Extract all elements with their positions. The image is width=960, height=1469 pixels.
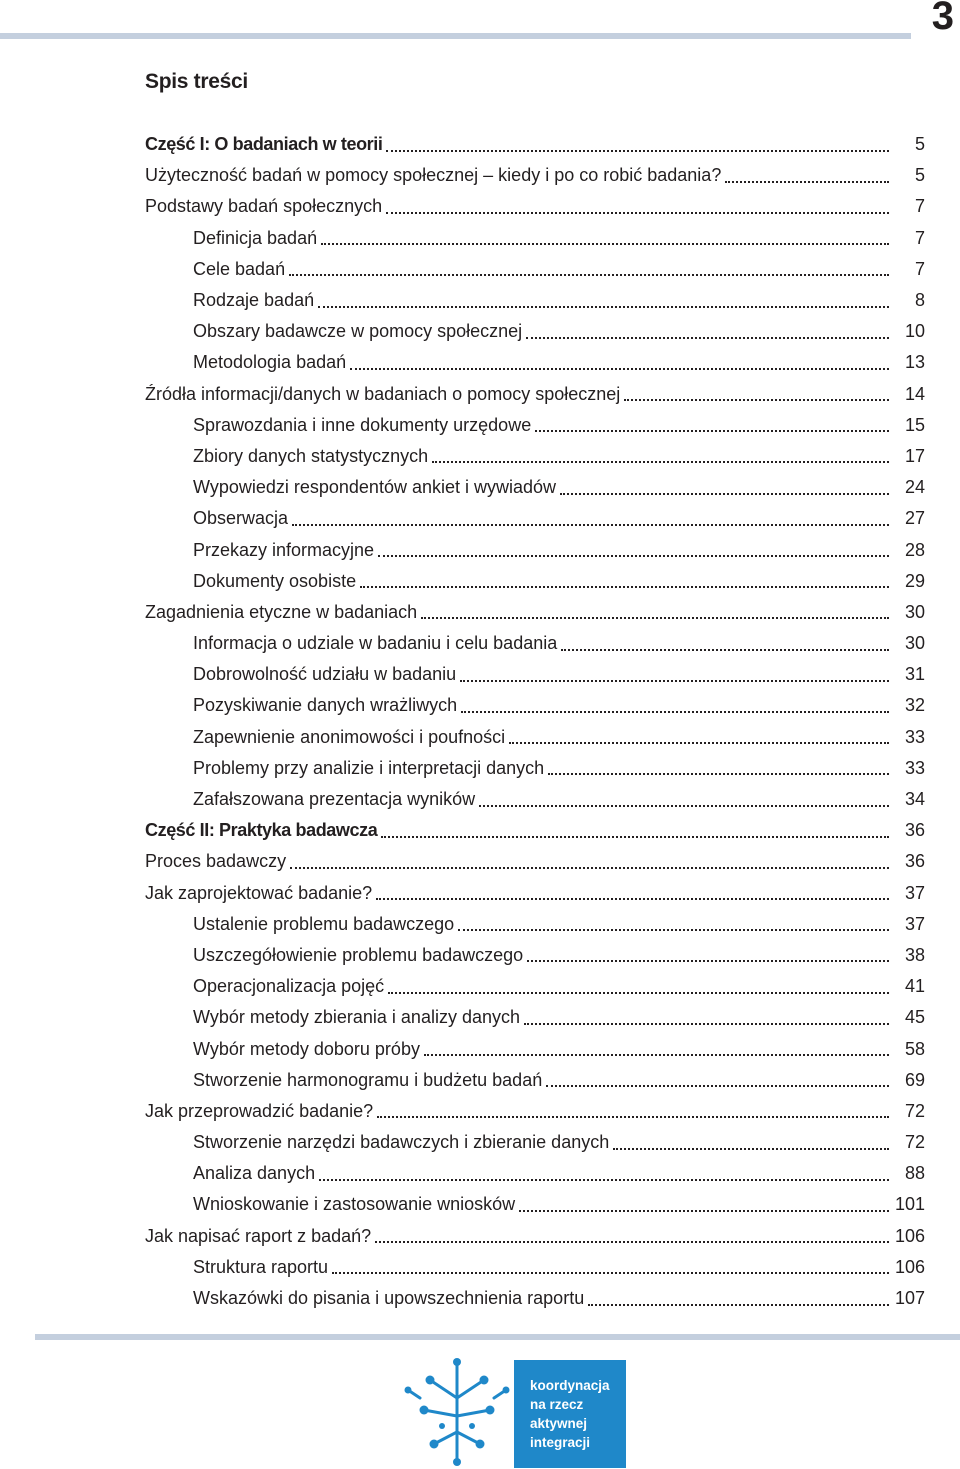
toc-entry-label: Obszary badawcze w pomocy społecznej (193, 321, 523, 342)
toc-entry-page: 17 (904, 445, 925, 466)
toc-entry-page: 106 (894, 1256, 925, 1277)
toc-entry[interactable] (193, 1127, 925, 1158)
dot-leader (535, 430, 889, 432)
dot-leader (378, 555, 889, 557)
toc-entry-label: Wypowiedzi respondentów ankiet i wywiadów (193, 477, 557, 498)
dot-leader (479, 805, 889, 807)
toc-entry-label: Użyteczność badań w pomocy społecznej – kiedy i po co robić badania? (145, 165, 722, 186)
toc-entry-page: 13 (904, 352, 925, 373)
logo-text-line: koordynacja (530, 1378, 610, 1393)
toc-entry-label: Cele badań (193, 258, 286, 279)
toc-entry-page: 58 (904, 1038, 925, 1059)
toc-entry-label: Operacjonalizacja pojęć (193, 976, 385, 997)
toc-entry-label: Analiza danych (193, 1163, 316, 1184)
top-rule (0, 33, 911, 39)
dot-leader (560, 493, 889, 495)
toc-entry[interactable] (193, 410, 925, 441)
toc-entry-page: 107 (894, 1288, 925, 1309)
toc-entry[interactable] (145, 815, 925, 846)
toc-entry-label: Wnioskowanie i zastosowanie wniosków (193, 1194, 516, 1215)
toc-entry[interactable] (145, 846, 925, 877)
dot-leader (290, 867, 889, 869)
toc-entry-label: Część II: Praktyka badawcza (145, 820, 378, 841)
toc-entry[interactable] (193, 1283, 925, 1314)
dot-leader (321, 243, 889, 245)
toc-entry[interactable] (193, 472, 925, 503)
toc-entry-page: 69 (904, 1069, 925, 1090)
dot-leader (725, 181, 889, 183)
toc-entry-label: Zafałszowana prezentacja wyników (193, 789, 476, 810)
toc-entry-page: 15 (904, 414, 925, 435)
toc-entry-page: 7 (914, 227, 925, 248)
toc-entry-page: 29 (904, 570, 925, 591)
toc-entry-page: 36 (904, 851, 925, 872)
toc-entry-page: 101 (894, 1194, 925, 1215)
dot-leader (424, 1054, 889, 1056)
toc-entry-page: 7 (914, 258, 925, 279)
dot-leader (546, 1085, 889, 1087)
toc-entry-page: 45 (904, 1007, 925, 1028)
toc-entry[interactable] (193, 722, 925, 753)
toc-entry[interactable] (193, 940, 925, 971)
toc-entry-page: 36 (904, 820, 925, 841)
logo-tree-icon (398, 1358, 516, 1466)
toc-entry[interactable] (193, 1189, 925, 1220)
toc-entry-label: Zapewnienie anonimowości i poufności (193, 726, 506, 747)
toc-entry[interactable] (193, 285, 925, 316)
toc-entry[interactable] (193, 223, 925, 254)
logo-text-line: aktywnej (530, 1416, 588, 1431)
toc-entry-label: Metodologia badań (193, 352, 347, 373)
toc-entry[interactable] (145, 1096, 925, 1127)
toc-entry[interactable] (193, 503, 925, 534)
toc-entry-page: 10 (904, 321, 925, 342)
toc-entry[interactable] (145, 160, 925, 191)
dot-leader (432, 461, 889, 463)
toc-entry-page: 27 (904, 508, 925, 529)
toc-entry-label: Uszczegółowienie problemu badawczego (193, 944, 524, 965)
toc-entry-label: Wybór metody doboru próby (193, 1038, 420, 1059)
toc-entry[interactable] (193, 1252, 925, 1283)
toc-entry[interactable] (193, 1158, 925, 1189)
toc-entry[interactable] (193, 690, 925, 721)
toc-entry[interactable] (193, 753, 925, 784)
dot-leader (360, 586, 889, 588)
dot-leader (318, 306, 889, 308)
toc-entry-label: Obserwacja (193, 508, 289, 529)
dot-leader (332, 1272, 889, 1274)
toc-entry[interactable] (145, 878, 925, 909)
toc-entry-label: Ustalenie problemu badawczego (193, 913, 455, 934)
toc-entry[interactable] (193, 254, 925, 285)
logo-box (514, 1360, 626, 1468)
toc-entry[interactable] (145, 1221, 925, 1252)
toc-entry-page: 28 (904, 539, 925, 560)
toc-entry-page: 33 (904, 757, 925, 778)
toc-entry-label: Źródła informacji/danych w badaniach o pomocy społecznej (145, 383, 621, 404)
toc-entry-page: 24 (904, 477, 925, 498)
toc-entry[interactable] (193, 659, 925, 690)
toc-entry[interactable] (193, 1065, 925, 1096)
dot-leader (319, 1179, 889, 1181)
toc-entry[interactable] (193, 784, 925, 815)
toc-entry-label: Struktura raportu (193, 1256, 329, 1277)
toc-entry-page: 106 (894, 1225, 925, 1246)
toc-entry-page: 31 (904, 664, 925, 685)
toc-entry-label: Jak zaprojektować badanie? (145, 882, 373, 903)
toc-entry[interactable] (193, 566, 925, 597)
toc-entry[interactable] (193, 347, 925, 378)
toc-entry[interactable] (193, 441, 925, 472)
toc-entry[interactable] (145, 379, 925, 410)
bottom-rule (35, 1334, 960, 1340)
toc-entry-label: Dokumenty osobiste (193, 570, 357, 591)
toc-entry-label: Proces badawczy (145, 851, 287, 872)
dot-leader (561, 649, 889, 651)
toc-entry-page: 32 (904, 695, 925, 716)
toc-entry-page: 38 (904, 944, 925, 965)
dot-leader (460, 680, 889, 682)
toc-entry-label: Stworzenie narzędzi badawczych i zbieranie danych (193, 1132, 610, 1153)
toc-entry-label: Przekazy informacyjne (193, 539, 375, 560)
dot-leader (377, 1116, 889, 1118)
toc-entry[interactable] (145, 191, 925, 222)
toc-entry-page: 5 (914, 165, 925, 186)
toc-entry-label: Informacja o udziale w badaniu i celu badania (193, 633, 558, 654)
toc-entry-page: 8 (914, 290, 925, 311)
toc-entry-label: Sprawozdania i inne dokumenty urzędowe (193, 414, 532, 435)
toc-entry-page: 37 (904, 913, 925, 934)
toc-entry[interactable] (145, 597, 925, 628)
toc-entry-label: Problemy przy analizie i interpretacji danych (193, 757, 545, 778)
toc-entry-page: 30 (904, 633, 925, 654)
toc-entry-label: Wskazówki do pisania i upowszechnienia raportu (193, 1288, 585, 1309)
dot-leader (509, 742, 889, 744)
table-of-contents (0, 129, 960, 1314)
toc-entry-label: Jak napisać raport z badań? (145, 1225, 372, 1246)
dot-leader (376, 898, 889, 900)
dot-leader (613, 1148, 889, 1150)
dot-leader (388, 992, 889, 994)
toc-entry[interactable] (145, 129, 925, 160)
toc-entry-page: 72 (904, 1132, 925, 1153)
dot-leader (386, 212, 889, 214)
dot-leader (386, 150, 889, 152)
toc-entry-page: 33 (904, 726, 925, 747)
toc-entry[interactable] (193, 316, 925, 347)
toc-entry-label: Rodzaje badań (193, 290, 315, 311)
toc-entry-label: Dobrowolność udziału w badaniu (193, 664, 457, 685)
dot-leader (289, 274, 889, 276)
toc-entry[interactable] (193, 971, 925, 1002)
toc-entry-page: 5 (914, 134, 925, 155)
toc-entry-page: 7 (914, 196, 925, 217)
toc-entry-label: Podstawy badań społecznych (145, 196, 383, 217)
toc-entry-label: Część I: O badaniach w teorii (145, 134, 383, 155)
dot-leader (458, 929, 889, 931)
toc-entry-label: Pozyskiwanie danych wrażliwych (193, 695, 458, 716)
logo-text-line: integracji (530, 1435, 591, 1450)
toc-entry-page: 34 (904, 789, 925, 810)
toc-entry-page: 72 (904, 1100, 925, 1121)
toc-entry[interactable] (193, 1002, 925, 1033)
dot-leader (350, 368, 889, 370)
toc-entry-page: 41 (904, 976, 925, 997)
toc-title: Spis treści (145, 70, 248, 93)
toc-entry-label: Zbiory danych statystycznych (193, 445, 429, 466)
toc-entry-page: 14 (904, 383, 925, 404)
toc-entry-page: 37 (904, 882, 925, 903)
toc-entry-label: Wybór metody zbierania i analizy danych (193, 1007, 520, 1028)
dot-leader (526, 337, 889, 339)
toc-entry[interactable] (193, 628, 925, 659)
dot-leader (519, 1210, 889, 1212)
dot-leader (624, 399, 889, 401)
toc-entry-label: Stworzenie harmonogramu i budżetu badań (193, 1069, 543, 1090)
page-number: 3 (931, 0, 954, 38)
dot-leader (588, 1304, 889, 1306)
dot-leader (548, 773, 889, 775)
dot-leader (527, 960, 889, 962)
toc-entry-label: Jak przeprowadzić badanie? (145, 1100, 374, 1121)
dot-leader (375, 1241, 889, 1243)
toc-entry[interactable] (193, 909, 925, 940)
toc-entry-label: Zagadnienia etyczne w badaniach (145, 601, 418, 622)
dot-leader (381, 836, 889, 838)
dot-leader (292, 524, 889, 526)
toc-entry[interactable] (193, 534, 925, 565)
toc-entry-page: 88 (904, 1163, 925, 1184)
toc-entry-label: Definicja badań (193, 227, 318, 248)
dot-leader (461, 711, 889, 713)
toc-entry-page: 30 (904, 601, 925, 622)
dot-leader (524, 1023, 889, 1025)
logo-text-line: na rzecz (530, 1397, 584, 1412)
toc-entry[interactable] (193, 1033, 925, 1064)
dot-leader (421, 617, 889, 619)
